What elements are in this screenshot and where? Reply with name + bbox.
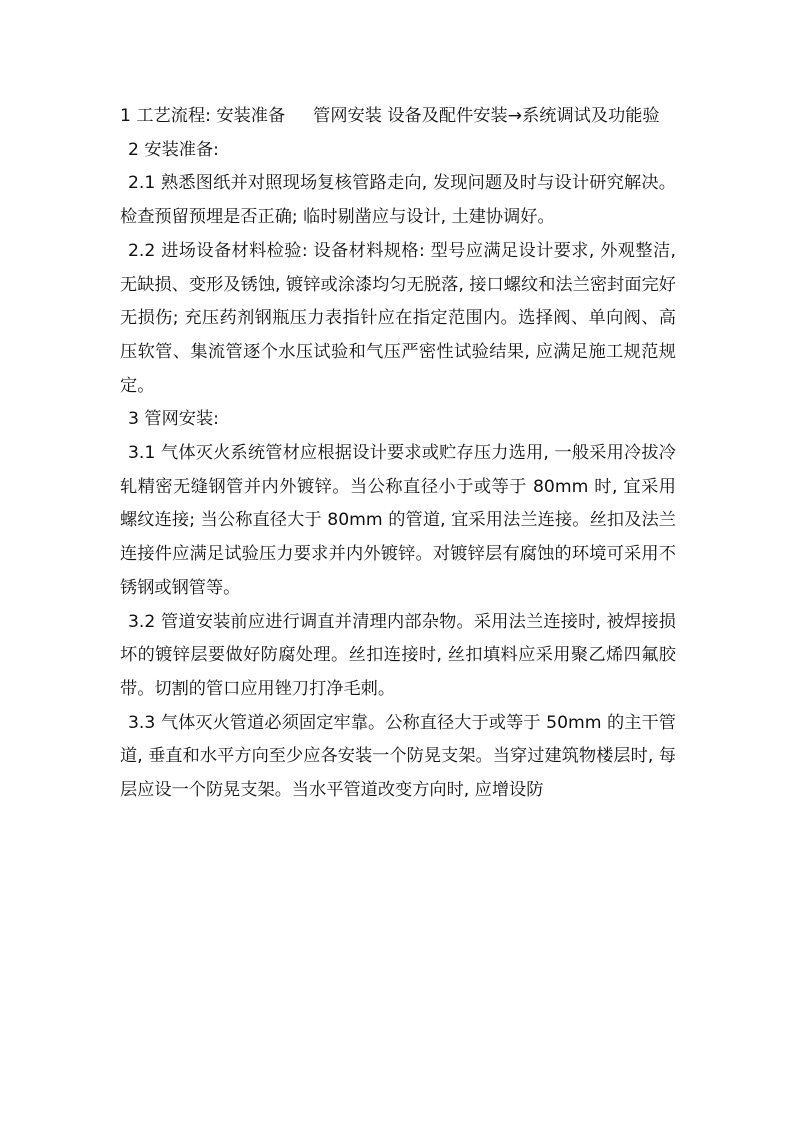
section-heading-installation-preparation: 2 安装准备: [128, 139, 219, 160]
paragraph-3-1: 3.1 气体灭火系统管材应根据设计要求或贮存压力选用, 一般采用冷拔冷轧精密无缝钢管并内外镀锌。当公称直径小于或等于 80mm 时, 宜采用螺纹连接; 当公称直径大于 80mm 的管道, 宜采用法兰连接。丝扣及法兰连接件应满足试验压力要求并内外镀锌。对镀锌层有腐蚀的环境可采用不锈钢或钢管等。 [120, 443, 676, 598]
paragraph-process-flow [120, 100, 676, 134]
section-heading-pipe-network-installation: 3 管网安装: [128, 409, 219, 430]
paragraph-2-2: 2.2 进场设备材料检验: 设备材料规格: 型号应满足设计要求, 外观整洁, 无缺损、变形及锈蚀, 镀锌或涂漆均匀无脱落, 接口螺纹和法兰密封面完好无损伤; 充压药剂钢瓶压力表指针应在指定范围内。选择阀、单向阀、高压软管、集流管逐个水压试验和气压严密性试验结果, 应满足施工规范规定。 [120, 240, 676, 396]
document-body [120, 100, 676, 808]
process-flow-text-part-1: 1 工艺流程: 安装准备 [120, 106, 286, 126]
paragraph-2-1: 2.1 熟悉图纸并对照现场复核管路走向, 发现问题及时与设计研究解决。检查预留预埋是否正确; 临时剔凿应与设计, 土建协调好。 [120, 173, 676, 228]
paragraph-3-2: 3.2 管道安装前应进行调直并清理内部杂物。采用法兰连接时, 被焊接损坏的镀锌层要做好防腐处理。丝扣连接时, 丝扣填料应采用聚乙烯四氟胶带。切割的管口应用锉刀打净毛刺。 [120, 611, 676, 699]
paragraph-3-3: 3.3 气体灭火管道必须固定牢靠。公称直径大于或等于 50mm 的主干管道, 垂直和水平方向至少应各安装一个防晃支架。当穿过建筑物楼层时, 每层应设一个防晃支架。当水平管道改变方向时, 应增设防 [120, 712, 676, 801]
process-flow-text-part-2: 管网安装 设备及配件安装→系统调试及功能验 [313, 106, 660, 126]
